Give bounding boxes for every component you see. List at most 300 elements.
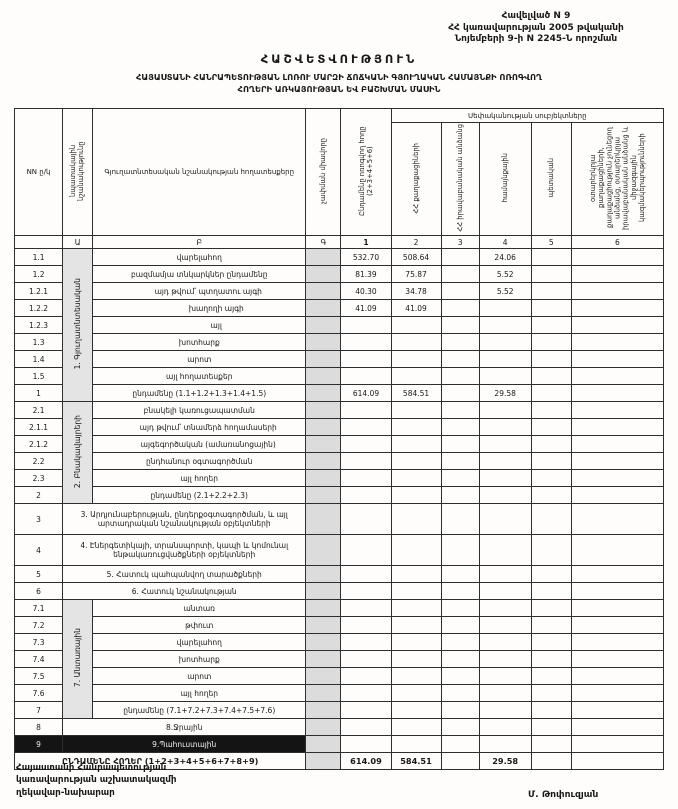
value-cell-col1: 614.09 <box>341 753 391 770</box>
value-cell-col2 <box>391 368 441 385</box>
column-letter-cell: 6 <box>571 236 663 249</box>
unit-cell <box>306 470 341 487</box>
unit-cell <box>306 702 341 719</box>
value-cell-col4 <box>479 368 531 385</box>
value-cell-col3 <box>441 351 479 368</box>
value-cell-col3 <box>441 702 479 719</box>
row-number: 1 <box>15 385 63 402</box>
table-row <box>15 334 664 351</box>
value-cell-col6 <box>571 535 663 566</box>
land-type-name: խոտհարք <box>93 651 306 668</box>
value-cell-col4: 29.58 <box>479 385 531 402</box>
value-cell-col5 <box>531 453 571 470</box>
value-cell-col4 <box>479 351 531 368</box>
unit-cell <box>306 351 341 368</box>
value-cell-col3 <box>441 487 479 504</box>
unit-cell <box>306 436 341 453</box>
table-row <box>15 736 664 753</box>
land-type-name: 4. Էներգետիկայի, տրանսպորտի, կապի և կոմունալ ենթակառուցվածքների օբյեկտների <box>63 535 306 566</box>
value-cell-col5 <box>531 753 571 770</box>
value-cell-col3 <box>441 685 479 702</box>
value-cell-col4 <box>479 419 531 436</box>
row-number: 1.5 <box>15 368 63 385</box>
table-header <box>15 109 664 249</box>
value-cell-col5 <box>531 419 571 436</box>
unit-cell <box>306 249 341 266</box>
unit-cell <box>306 600 341 617</box>
col-header-unit <box>306 109 341 236</box>
value-cell-col2 <box>391 402 441 419</box>
value-cell-col1: 40.30 <box>341 283 391 300</box>
value-cell-col4 <box>479 583 531 600</box>
value-cell-col5 <box>531 685 571 702</box>
group-label-text: 1. Գյուղատնտեսական <box>73 278 83 370</box>
value-cell-col1 <box>341 436 391 453</box>
value-cell-col1 <box>341 702 391 719</box>
unit-cell <box>306 385 341 402</box>
value-cell-col2 <box>391 600 441 617</box>
value-cell-col1 <box>341 634 391 651</box>
table-row <box>15 487 664 504</box>
unit-cell <box>306 453 341 470</box>
value-cell-col5 <box>531 600 571 617</box>
value-cell-col6 <box>571 470 663 487</box>
table-row <box>15 402 664 419</box>
col-header-purpose <box>63 109 93 236</box>
column-letter-cell: Գ <box>306 236 341 249</box>
row-number: 2.3 <box>15 470 63 487</box>
value-cell-col1 <box>341 368 391 385</box>
footer-line1: Հայաստանի Հանրապետության <box>16 763 167 773</box>
row-number: 1.3 <box>15 334 63 351</box>
row-number: 2.1.1 <box>15 419 63 436</box>
table-row <box>15 535 664 566</box>
value-cell-col3 <box>441 249 479 266</box>
value-cell-col6 <box>571 266 663 283</box>
value-cell-col1 <box>341 583 391 600</box>
row-grand-total-title: ԸՆԴԱՄԵՆԸ ՀՈՂԵՐ (1+2+3+4+5+6+7+8+9) <box>15 753 306 770</box>
table-row <box>15 668 664 685</box>
value-cell-col6 <box>571 617 663 634</box>
row-number: 2 <box>15 487 63 504</box>
value-cell-col1 <box>341 736 391 753</box>
value-cell-col4 <box>479 470 531 487</box>
value-cell-col3 <box>441 719 479 736</box>
row-number: 7.3 <box>15 634 63 651</box>
land-type-name: բնակելի կառուցապատման <box>93 402 306 419</box>
value-cell-col5 <box>531 651 571 668</box>
footer-line2: կառավարության աշխատակազմի <box>16 775 177 786</box>
value-cell-col3 <box>441 470 479 487</box>
table-row <box>15 436 664 453</box>
value-cell-col2 <box>391 453 441 470</box>
value-cell-col4: 24.06 <box>479 249 531 266</box>
column-letter-cell: 3 <box>441 236 479 249</box>
value-cell-col2 <box>391 617 441 634</box>
col-header-legal <box>441 123 479 236</box>
row-number: 1.2.3 <box>15 317 63 334</box>
value-cell-col5 <box>531 385 571 402</box>
row-number: 8 <box>15 719 63 736</box>
table-row <box>15 453 664 470</box>
value-cell-col3 <box>441 583 479 600</box>
value-cell-col2 <box>391 566 441 583</box>
value-cell-col4 <box>479 317 531 334</box>
row-number: 4 <box>15 535 63 566</box>
value-cell-col6 <box>571 719 663 736</box>
table-row <box>15 685 664 702</box>
value-cell-col6 <box>571 600 663 617</box>
table-row <box>15 317 664 334</box>
table-row <box>15 600 664 617</box>
col-header-name: Գյուղատնտեսական նշանակության հողատեսքերը <box>93 109 306 236</box>
land-type-name: 3. Արդյունաբերության, ընդերքօգտագործման, և այլ արտադրական նշանակության օբյեկտների <box>63 504 306 535</box>
value-cell-col5 <box>531 487 571 504</box>
value-cell-col4 <box>479 617 531 634</box>
value-cell-col3 <box>441 317 479 334</box>
value-cell-col3 <box>441 504 479 535</box>
value-cell-col2 <box>391 351 441 368</box>
value-cell-col4 <box>479 402 531 419</box>
value-cell-col6 <box>571 753 663 770</box>
value-cell-col6 <box>571 487 663 504</box>
value-cell-col1 <box>341 651 391 668</box>
col-header-unit-label: չափման միավորը <box>319 138 328 204</box>
value-cell-col4 <box>479 487 531 504</box>
value-cell-col5 <box>531 300 571 317</box>
value-cell-col5 <box>531 436 571 453</box>
value-cell-col3 <box>441 402 479 419</box>
value-cell-col5 <box>531 535 571 566</box>
col-header-state <box>531 123 571 236</box>
value-cell-col5 <box>531 617 571 634</box>
unit-cell <box>306 535 341 566</box>
value-cell-col2 <box>391 685 441 702</box>
value-cell-col6 <box>571 566 663 583</box>
row-number: 7.5 <box>15 668 63 685</box>
header-band-row <box>15 109 664 123</box>
value-cell-col1 <box>341 351 391 368</box>
unit-cell <box>306 266 341 283</box>
value-cell-col2 <box>391 702 441 719</box>
value-cell-col3 <box>441 668 479 685</box>
value-cell-col2 <box>391 668 441 685</box>
value-cell-col3 <box>441 617 479 634</box>
table-row <box>15 651 664 668</box>
value-cell-col1 <box>341 668 391 685</box>
column-letter-cell <box>15 236 63 249</box>
value-cell-col4 <box>479 736 531 753</box>
land-type-name: այլ հողեր <box>93 470 306 487</box>
row-number: 1.1 <box>15 249 63 266</box>
unit-cell <box>306 651 341 668</box>
land-category-group-label <box>63 402 93 504</box>
table-row <box>15 368 664 385</box>
value-cell-col3 <box>441 300 479 317</box>
value-cell-col5 <box>531 668 571 685</box>
ownership-band-header: Սեփականության սուբյեկտները <box>391 109 663 123</box>
land-type-name: արոտ <box>93 668 306 685</box>
table-row <box>15 470 664 487</box>
value-cell-col5 <box>531 566 571 583</box>
value-cell-col3 <box>441 334 479 351</box>
unit-cell <box>306 368 341 385</box>
value-cell-col1 <box>341 419 391 436</box>
table-row <box>15 385 664 402</box>
value-cell-col5 <box>531 736 571 753</box>
value-cell-col4 <box>479 685 531 702</box>
value-cell-col2: 584.51 <box>391 753 441 770</box>
value-cell-col1 <box>341 685 391 702</box>
table-row <box>15 583 664 600</box>
value-cell-col5 <box>531 702 571 719</box>
value-cell-col6 <box>571 402 663 419</box>
land-type-name: խաղողի այգի <box>93 300 306 317</box>
value-cell-col2 <box>391 334 441 351</box>
value-cell-col2: 41.09 <box>391 300 441 317</box>
value-cell-col4: 5.52 <box>479 283 531 300</box>
row-number: 1.2.2 <box>15 300 63 317</box>
value-cell-col2 <box>391 419 441 436</box>
col-header-foreign <box>571 123 663 236</box>
col-header-purpose-label: նպատակային նշանակությունը <box>69 141 86 201</box>
land-type-name: այդ թվում՝ տնամերձ հողամասերի <box>93 419 306 436</box>
value-cell-col5 <box>531 719 571 736</box>
value-cell-col1 <box>341 487 391 504</box>
land-type-name: այգեգործական (ամառանոցային) <box>93 436 306 453</box>
value-cell-col2 <box>391 317 441 334</box>
group-label-text: 7. Անտառային <box>73 628 83 688</box>
value-cell-col2: 508.64 <box>391 249 441 266</box>
value-cell-col1: 41.09 <box>341 300 391 317</box>
value-cell-col6 <box>571 702 663 719</box>
land-type-name: 5. Հատուկ պահպանվող տարածքների <box>63 566 306 583</box>
value-cell-col4 <box>479 535 531 566</box>
column-letters-row <box>15 236 664 249</box>
land-type-name: 9.Պահուստային <box>63 736 306 753</box>
value-cell-col3 <box>441 566 479 583</box>
report-title: ՀԱՇՎԵՏՎՈՒԹՅՈՒՆ <box>260 52 418 66</box>
row-number: 2.1.2 <box>15 436 63 453</box>
col-header-nn: NN ը/կ <box>15 109 63 236</box>
column-letter-cell: Բ <box>93 236 306 249</box>
value-cell-col6 <box>571 385 663 402</box>
unit-cell <box>306 634 341 651</box>
value-cell-col3 <box>441 453 479 470</box>
appendix-number: Հավելված N 9 <box>501 11 571 21</box>
col-header-total <box>341 109 391 236</box>
unit-cell <box>306 419 341 436</box>
footer-signatory-block <box>16 762 177 799</box>
land-type-name: ընդամենը (7.1+7.2+7.3+7.4+7.5+7.6) <box>93 702 306 719</box>
value-cell-col1 <box>341 453 391 470</box>
value-cell-col1 <box>341 535 391 566</box>
land-type-name: ընդամենը (1.1+1.2+1.3+1.4+1.5) <box>93 385 306 402</box>
table-row <box>15 300 664 317</box>
value-cell-col4 <box>479 334 531 351</box>
table-row <box>15 719 664 736</box>
value-cell-col6 <box>571 685 663 702</box>
unit-cell <box>306 566 341 583</box>
col-header-total-label: Ընդամենը ոռոգվող հողը (2+3+4+5+6) <box>357 126 374 216</box>
value-cell-col2 <box>391 736 441 753</box>
report-table-body <box>15 249 664 770</box>
row-number: 7.2 <box>15 617 63 634</box>
value-cell-col5 <box>531 351 571 368</box>
row-number: 2.1 <box>15 402 63 419</box>
value-cell-col6 <box>571 283 663 300</box>
unit-cell <box>306 736 341 753</box>
row-number: 2.2 <box>15 453 63 470</box>
land-type-name: արոտ <box>93 351 306 368</box>
row-number: 9 <box>15 736 63 753</box>
land-type-name: խոտհարք <box>93 334 306 351</box>
land-type-name: այլ հողատեսքեր <box>93 368 306 385</box>
row-number: 7.6 <box>15 685 63 702</box>
land-category-group-label <box>63 600 93 719</box>
unit-cell <box>306 317 341 334</box>
row-number: 1.2.1 <box>15 283 63 300</box>
unit-cell <box>306 402 341 419</box>
land-type-name: վարելահող <box>93 634 306 651</box>
value-cell-col6 <box>571 634 663 651</box>
group-label-text: 2. Բնակավայրերի <box>73 414 83 489</box>
value-cell-col3 <box>441 283 479 300</box>
col-header-foreign-label: օտարերկրյա քաղաքացիների, քաղաքացիություն չունեցող անձանց, օտարերկրյա իրավաբանական անձանց և միջազգային կազմակերպությունների <box>588 126 646 230</box>
col-header-community-label: համայնքային <box>501 153 510 203</box>
value-cell-col3 <box>441 266 479 283</box>
col-header-legal-label: ՀՀ իրավաբանական անձանց <box>456 124 465 232</box>
value-cell-col6 <box>571 368 663 385</box>
land-type-name: այլ <box>93 317 306 334</box>
table-row <box>15 617 664 634</box>
value-cell-col5 <box>531 317 571 334</box>
signature-name: Մ. Թոփուզյան <box>528 789 599 800</box>
row-number: 1.4 <box>15 351 63 368</box>
value-cell-col1 <box>341 470 391 487</box>
land-type-name: բազմամյա տնկարկներ ընդամենը <box>93 266 306 283</box>
value-cell-col3 <box>441 600 479 617</box>
row-number: 7 <box>15 702 63 719</box>
value-cell-col4 <box>479 504 531 535</box>
value-cell-col5 <box>531 368 571 385</box>
value-cell-col6 <box>571 583 663 600</box>
value-cell-col2: 34.78 <box>391 283 441 300</box>
land-type-name: 6. Հատուկ նշանակության <box>63 583 306 600</box>
value-cell-col5 <box>531 504 571 535</box>
land-type-name: ընդհանուր օգտագործման <box>93 453 306 470</box>
value-cell-col3 <box>441 736 479 753</box>
value-cell-col2 <box>391 470 441 487</box>
row-number: 5 <box>15 566 63 583</box>
unit-cell <box>306 617 341 634</box>
value-cell-col6 <box>571 668 663 685</box>
column-letter-cell: 1 <box>341 236 391 249</box>
value-cell-col3 <box>441 385 479 402</box>
table-row <box>15 249 664 266</box>
land-type-name: ընդամենը (2.1+2.2+2.3) <box>93 487 306 504</box>
value-cell-col4 <box>479 453 531 470</box>
footer-line3: ղեկավար-նախարար <box>16 787 115 798</box>
value-cell-col1 <box>341 719 391 736</box>
value-cell-col6 <box>571 419 663 436</box>
value-cell-col5 <box>531 470 571 487</box>
value-cell-col4: 5.52 <box>479 266 531 283</box>
land-type-name: անտառ <box>93 600 306 617</box>
value-cell-col1 <box>341 617 391 634</box>
table-row <box>15 504 664 535</box>
value-cell-col3 <box>441 419 479 436</box>
value-cell-col2 <box>391 504 441 535</box>
appendix-block <box>408 11 664 46</box>
value-cell-col6 <box>571 300 663 317</box>
table-row <box>15 351 664 368</box>
value-cell-col1 <box>341 317 391 334</box>
value-cell-col5 <box>531 583 571 600</box>
value-cell-col3 <box>441 651 479 668</box>
value-cell-col4: 29.58 <box>479 753 531 770</box>
value-cell-col1 <box>341 334 391 351</box>
unit-cell <box>306 283 341 300</box>
value-cell-col4 <box>479 634 531 651</box>
row-number: 6 <box>15 583 63 600</box>
unit-cell <box>306 719 341 736</box>
row-number: 7.1 <box>15 600 63 617</box>
value-cell-col2 <box>391 719 441 736</box>
value-cell-col1 <box>341 566 391 583</box>
column-letter-cell: 5 <box>531 236 571 249</box>
value-cell-col6 <box>571 249 663 266</box>
land-type-name: այլ հողեր <box>93 685 306 702</box>
value-cell-col4 <box>479 719 531 736</box>
report-subtitle-line1: ՀԱՅԱՍՏԱՆԻ ՀԱՆՐԱՊԵՏՈՒԹՅԱՆ ԼՈՌՈՒ ՄԱՐԶԻ ՃՈՃԿԱՆԻ ԳՅՈՒՂԱԿԱՆ ՀԱՄԱՅՆՔԻ ՈՌՈԳՎՈՂ <box>136 72 542 82</box>
value-cell-col1 <box>341 504 391 535</box>
col-header-state-label: պետական <box>547 158 556 198</box>
value-cell-col5 <box>531 266 571 283</box>
row-number: 3 <box>15 504 63 535</box>
column-letter-cell: 4 <box>479 236 531 249</box>
appendix-gov-line1: ՀՀ կառավարության 2005 թվականի <box>448 22 624 33</box>
value-cell-col2 <box>391 583 441 600</box>
value-cell-col6 <box>571 317 663 334</box>
title-block <box>0 52 678 94</box>
value-cell-col2 <box>391 436 441 453</box>
value-cell-col6 <box>571 436 663 453</box>
value-cell-col4 <box>479 600 531 617</box>
land-type-name: վարելահող <box>93 249 306 266</box>
table-row <box>15 566 664 583</box>
value-cell-col4 <box>479 668 531 685</box>
value-cell-col2: 584.51 <box>391 385 441 402</box>
table-row <box>15 283 664 300</box>
value-cell-col3 <box>441 753 479 770</box>
row-number: 7.4 <box>15 651 63 668</box>
value-cell-col4 <box>479 566 531 583</box>
value-cell-col6 <box>571 351 663 368</box>
appendix-gov-line2: Նոյեմբերի 9-ի N 2245-Ն որոշման <box>454 34 618 45</box>
value-cell-col2 <box>391 535 441 566</box>
value-cell-col3 <box>441 535 479 566</box>
value-cell-col5 <box>531 334 571 351</box>
value-cell-col2 <box>391 634 441 651</box>
column-letter-cell: 2 <box>391 236 441 249</box>
unit-cell <box>306 685 341 702</box>
unit-cell <box>306 334 341 351</box>
unit-cell <box>306 504 341 535</box>
table-row <box>15 634 664 651</box>
unit-cell <box>306 300 341 317</box>
value-cell-col6 <box>571 651 663 668</box>
